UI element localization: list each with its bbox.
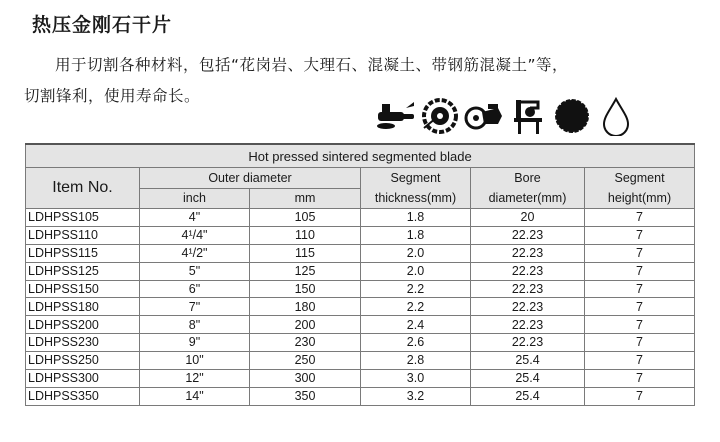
inch-cell: 6" — [140, 280, 250, 298]
item-number-cell: LDHPSS110 — [26, 226, 140, 244]
height-cell: 7 — [585, 352, 695, 370]
mm-cell: 125 — [250, 262, 361, 280]
bore-cell: 20 — [471, 209, 585, 227]
mm-cell: 150 — [250, 280, 361, 298]
header-segment-height-line1: Segment — [614, 171, 665, 185]
mm-cell: 350 — [250, 387, 361, 405]
bore-cell: 22.23 — [471, 244, 585, 262]
header-inch: inch — [140, 188, 250, 209]
bore-cell: 25.4 — [471, 387, 585, 405]
header-segment-height — [585, 168, 695, 209]
table-title: Hot pressed sintered segmented blade — [26, 144, 695, 168]
header-bore-diameter — [471, 168, 585, 209]
inch-cell: 8" — [140, 316, 250, 334]
water-drop-icon — [596, 96, 636, 136]
item-number-cell: LDHPSS105 — [26, 209, 140, 227]
inch-cell: 5" — [140, 262, 250, 280]
table-row — [26, 262, 695, 280]
table-row — [26, 316, 695, 334]
mm-cell: 250 — [250, 352, 361, 370]
table-row — [26, 352, 695, 370]
tile-saw-machine-icon — [508, 96, 548, 136]
bore-cell: 25.4 — [471, 370, 585, 388]
inch-cell: 14" — [140, 387, 250, 405]
bore-cell: 25.4 — [471, 352, 585, 370]
height-cell: 7 — [585, 370, 695, 388]
header-item-no: Item No. — [26, 168, 140, 209]
height-cell: 7 — [585, 316, 695, 334]
thickness-cell: 2.2 — [361, 280, 471, 298]
description-line-1: 用于切割各种材料，包括“花岗岩、大理石、混凝土、带钢筋混凝土”等， — [55, 56, 569, 74]
thickness-cell: 1.8 — [361, 209, 471, 227]
table-row — [26, 226, 695, 244]
height-cell: 7 — [585, 298, 695, 316]
header-segment-thickness-line1: Segment — [390, 171, 441, 185]
table-row — [26, 209, 695, 227]
description-line-2: 切割锋利，使用寿命长。 — [24, 87, 201, 105]
inch-cell: 4¹/4" — [140, 226, 250, 244]
thickness-cell: 2.4 — [361, 316, 471, 334]
table-row — [26, 244, 695, 262]
table-row — [26, 280, 695, 298]
item-number-cell: LDHPSS300 — [26, 370, 140, 388]
mm-cell: 105 — [250, 209, 361, 227]
thickness-cell: 1.8 — [361, 226, 471, 244]
height-cell: 7 — [585, 262, 695, 280]
item-number-cell: LDHPSS115 — [26, 244, 140, 262]
table-row — [26, 334, 695, 352]
bore-cell: 22.23 — [471, 226, 585, 244]
inch-cell: 10" — [140, 352, 250, 370]
height-cell: 7 — [585, 209, 695, 227]
angle-grinder-icon — [376, 96, 416, 136]
height-cell: 7 — [585, 334, 695, 352]
segmented-blade-icon — [552, 96, 592, 136]
bore-cell: 22.23 — [471, 280, 585, 298]
mm-cell: 230 — [250, 334, 361, 352]
inch-cell: 9" — [140, 334, 250, 352]
table-row — [26, 370, 695, 388]
thickness-cell: 2.6 — [361, 334, 471, 352]
cutoff-saw-icon — [464, 96, 504, 136]
height-cell: 7 — [585, 226, 695, 244]
bore-cell: 22.23 — [471, 334, 585, 352]
header-segment-thickness-line2: thickness(mm) — [374, 191, 457, 205]
specification-table — [25, 143, 695, 406]
thickness-cell: 3.0 — [361, 370, 471, 388]
item-number-cell: LDHPSS125 — [26, 262, 140, 280]
item-number-cell: LDHPSS180 — [26, 298, 140, 316]
inch-cell: 12" — [140, 370, 250, 388]
inch-cell: 7" — [140, 298, 250, 316]
thickness-cell: 2.2 — [361, 298, 471, 316]
height-cell: 7 — [585, 387, 695, 405]
height-cell: 7 — [585, 244, 695, 262]
mm-cell: 180 — [250, 298, 361, 316]
mm-cell: 115 — [250, 244, 361, 262]
header-bore-diameter-line1: Bore — [514, 171, 541, 185]
thickness-cell: 2.8 — [361, 352, 471, 370]
bore-cell: 22.23 — [471, 262, 585, 280]
header-segment-height-line2: height(mm) — [607, 191, 672, 205]
thickness-cell: 2.0 — [361, 262, 471, 280]
thickness-cell: 2.0 — [361, 244, 471, 262]
mm-cell: 300 — [250, 370, 361, 388]
height-cell: 7 — [585, 280, 695, 298]
inch-cell: 4" — [140, 209, 250, 227]
item-number-cell: LDHPSS200 — [26, 316, 140, 334]
header-outer-diameter: Outer diameter — [140, 168, 361, 189]
bore-cell: 22.23 — [471, 316, 585, 334]
bore-cell: 22.23 — [471, 298, 585, 316]
page-title: 热压金刚石干片 — [32, 14, 173, 36]
item-number-cell: LDHPSS230 — [26, 334, 140, 352]
inch-cell: 4¹/2" — [140, 244, 250, 262]
header-mm: mm — [250, 188, 361, 209]
thickness-cell: 3.2 — [361, 387, 471, 405]
application-icons — [376, 96, 636, 136]
mm-cell: 200 — [250, 316, 361, 334]
header-segment-thickness — [361, 168, 471, 209]
table-row — [26, 387, 695, 405]
table-row — [26, 298, 695, 316]
item-number-cell: LDHPSS350 — [26, 387, 140, 405]
item-number-cell: LDHPSS150 — [26, 280, 140, 298]
item-number-cell: LDHPSS250 — [26, 352, 140, 370]
mm-cell: 110 — [250, 226, 361, 244]
saw-blade-cutting-icon — [420, 96, 460, 136]
header-bore-diameter-line2: diameter(mm) — [488, 191, 567, 205]
